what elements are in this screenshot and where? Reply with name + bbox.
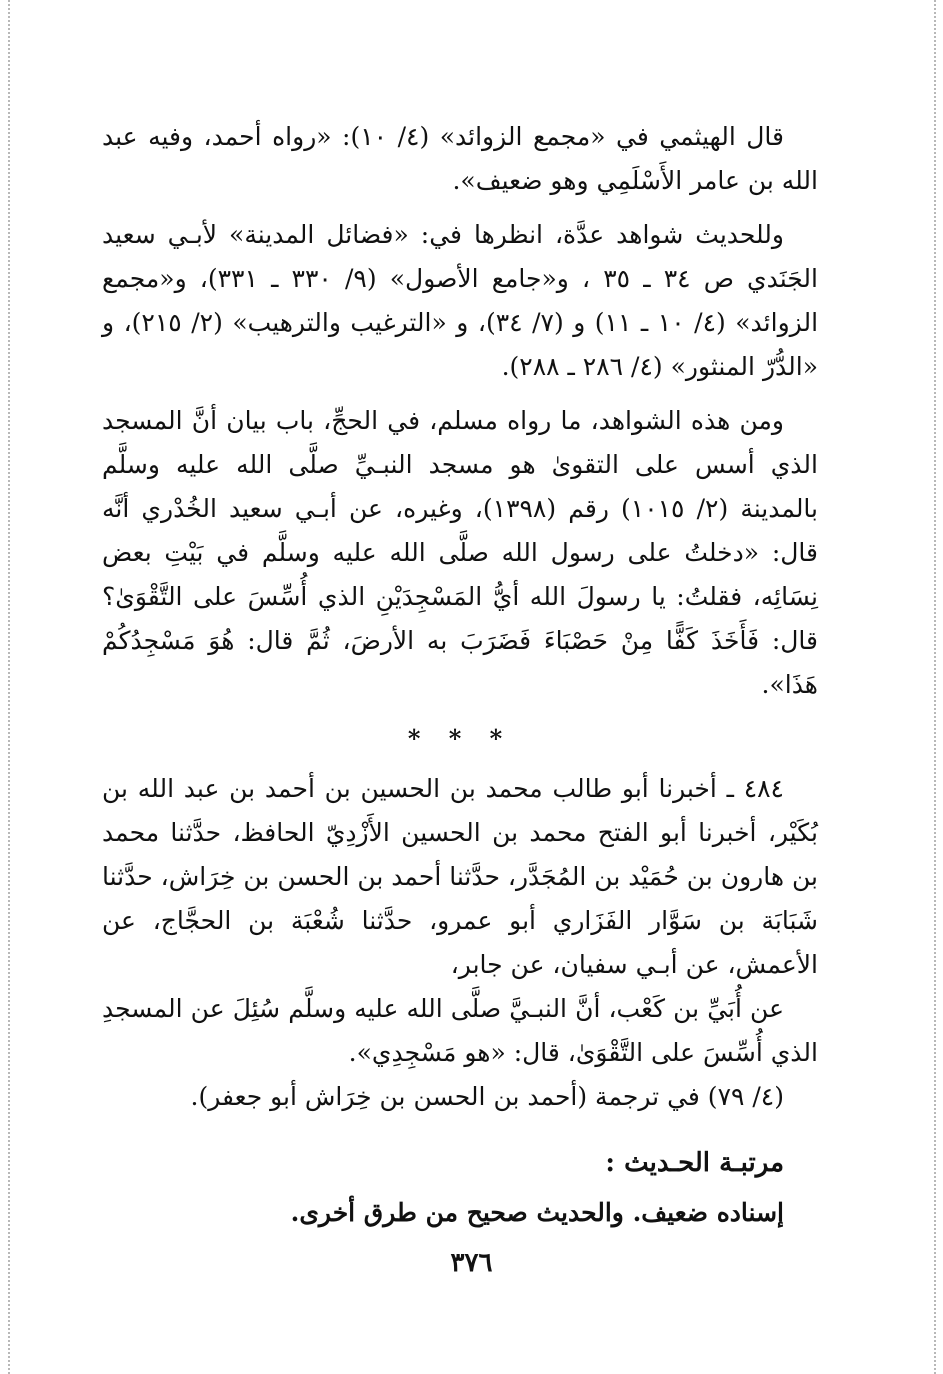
footnote-haythami: قال الهيثمي في «مجمع الزوائد» (٤/ ١٠): «رواه أحمد، وفيه عبد الله بن عامر الأَسْلَمِي وهو ضعيف».: [102, 122, 818, 195]
grading-text: إسناده ضعيف. والحديث صحيح من طرق أخرى.: [290, 1198, 784, 1227]
grading-heading: مرتبـة الحـديث :: [605, 1148, 784, 1178]
footnote-muslim: ومن هذه الشواهد، ما رواه مسلم، في الحجِّ، باب بيان أنَّ المسجد الذي أسس على التقوىٰ هو مسجد النبـيِّ صلَّى الله عليه وسلَّم بالمدينة (٢/ ١٠١٥) رقم (١٣٩٨)، وغيره، عن أبـي سعيد الخُدْري أنَّه قال: «دخلتُ على رسول الله صلَّى الله عليه وسلَّم في بَيْتِ بعض نِسَائِه، فقلتُ: يا رسولَ الله أيُّ المَسْجِدَيْنِ الذي أُسِّسَ على التَّقْوَىٰ؟ قال: فَأَخَذَ كَفًّا مِنْ حَصْبَاءَ فَضَرَبَ به الأرضَ، ثُمَّ قال: هُوَ مَسْجِدُكُمْ هَذَا».: [102, 406, 819, 699]
hadith-matn: عن أُبَيِّ بن كَعْب، أنَّ النبـيَّ صلَّى الله عليه وسلَّم سُئِلَ عن المسجدِ الذي أُسِّسَ على التَّقْوَىٰ، قال: «هو مَسْجِدِي».: [102, 994, 818, 1067]
scan-edge-left: [8, 0, 10, 1374]
scan-edge-right: [934, 0, 936, 1374]
hadith-tarjama: (٤/ ٧٩) في ترجمة (أحمد بن الحسن بن خِرَاش أبو جعفر).: [190, 1082, 784, 1111]
page-body: [102, 115, 818, 1235]
footnote-shawahid: وللحديث شواهد عدَّة، انظرها في: «فضائل المدينة» لأبـي سعيد الجَنَدي ص ٣٤ ـ ٣٥ ، و«جامع الأصول» (٩/ ٣٣٠ ـ ٣٣١)، و«مجمع الزوائد» (٤/ ١٠ ـ ١١) و (٧/ ٣٤)، و «الترغيب والترهيب» (٢/ ٢١٥)، و «الدُّرّ المنثور» (٤/ ٢٨٦ ـ ٢٨٨).: [102, 220, 819, 381]
section-separator: * * *: [407, 724, 513, 753]
hadith-isnad: ٤٨٤ ـ أخبرنا أبو طالب محمد بن الحسين بن أحمد بن عبد الله بن بُكَيْر، أخبرنا أبو الفتح محمد بن الحسين الأَزْدِيّ الحافظ، حدَّثنا محمد بن هارون بن حُمَيْد بن المُجَدَّر، حدَّثنا أحمد بن الحسن بن خِرَاش، حدَّثنا شَبَابَة بن سَوَّار الفَزَاري أبو عمرو، حدَّثنا شُعْبَة بن الحجَّاج، عن الأعمش، عن أبـي سفيان، عن جابر،: [102, 774, 818, 979]
page-number: ٣٧٦: [450, 1248, 493, 1278]
